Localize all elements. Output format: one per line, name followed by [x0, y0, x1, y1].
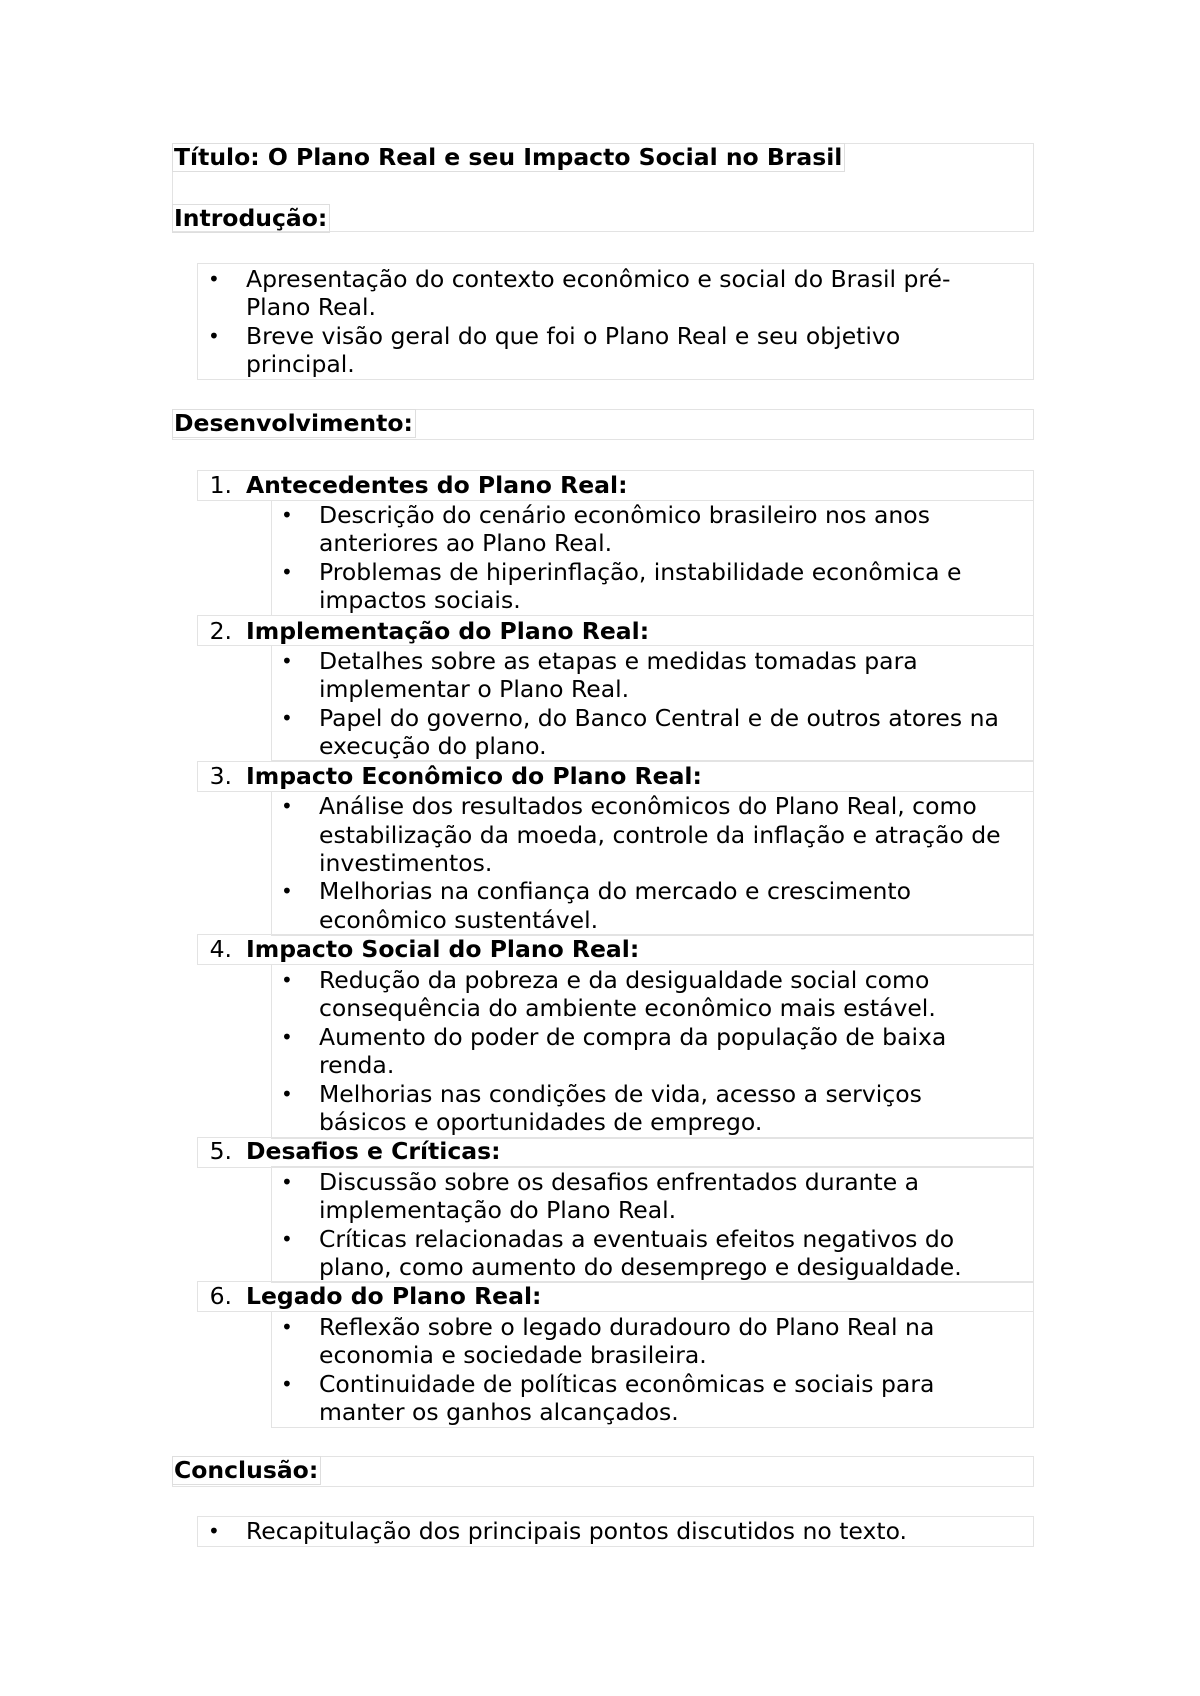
list-item-line: consequência do ambiente econômico mais estável. — [319, 994, 936, 1022]
section-number: 1. — [209, 471, 232, 499]
list-item-line: econômico sustentável. — [319, 906, 599, 934]
bullet-icon: • — [281, 649, 293, 673]
list-item-line: implementar o Plano Real. — [319, 675, 630, 703]
section-title: Impacto Econômico do Plano Real: — [246, 762, 702, 790]
section-title: Implementação do Plano Real: — [246, 617, 650, 645]
list-item-line: Melhorias na confiança do mercado e crescimento — [319, 877, 912, 905]
conclusion-heading: Conclusão: — [172, 1456, 321, 1485]
list-item-line: Recapitulação dos principais pontos discutidos no texto. — [246, 1517, 908, 1545]
bullet-icon: • — [281, 560, 293, 584]
list-item-line: Melhorias nas condições de vida, acesso a serviços — [319, 1080, 922, 1108]
list-item-line: Detalhes sobre as etapas e medidas tomadas para — [319, 647, 918, 675]
list-item-line: Papel do governo, do Banco Central e de outros atores na — [319, 704, 999, 732]
list-item-line: impactos sociais. — [319, 586, 521, 614]
list-item-line: implementação do Plano Real. — [319, 1196, 677, 1224]
list-item-line: Aumento do poder de compra da população de baixa — [319, 1023, 947, 1051]
list-item-line: anteriores ao Plano Real. — [319, 529, 613, 557]
list-item-line: Análise dos resultados econômicos do Plano Real, como — [319, 792, 977, 820]
bullet-icon: • — [281, 1025, 293, 1049]
list-item-line: Descrição do cenário econômico brasileiro nos anos — [319, 501, 930, 529]
section-title: Impacto Social do Plano Real: — [246, 935, 640, 963]
list-item-line: renda. — [319, 1051, 395, 1079]
bullet-icon: • — [208, 267, 220, 291]
list-item-line: economia e sociedade brasileira. — [319, 1341, 707, 1369]
bullet-icon: • — [281, 503, 293, 527]
section-title: Antecedentes do Plano Real: — [246, 471, 628, 499]
bullet-icon: • — [281, 1082, 293, 1106]
list-item-line: Discussão sobre os desafios enfrentados durante a — [319, 1168, 920, 1196]
list-item-line: Continuidade de políticas econômicas e sociais para — [319, 1370, 935, 1398]
bullet-icon: • — [281, 706, 293, 730]
section-number: 5. — [209, 1137, 232, 1165]
list-item-line: estabilização da moeda, controle da inflação e atração de — [319, 821, 1001, 849]
list-item-line: plano, como aumento do desemprego e desigualdade. — [319, 1253, 962, 1281]
list-item-line: execução do plano. — [319, 732, 547, 760]
bullet-icon: • — [281, 1170, 293, 1194]
section-title: Legado do Plano Real: — [246, 1282, 542, 1310]
list-item-line: Breve visão geral do que foi o Plano Real e seu objetivo — [246, 322, 901, 350]
list-item-line: investimentos. — [319, 849, 493, 877]
list-item-line: básicos e oportunidades de emprego. — [319, 1108, 763, 1136]
bullet-icon: • — [281, 1315, 293, 1339]
list-item-line: Apresentação do contexto econômico e social do Brasil pré- — [246, 265, 951, 293]
section-title: Desafios e Críticas: — [246, 1137, 501, 1165]
bullet-icon: • — [281, 794, 293, 818]
introduction-heading: Introdução: — [172, 204, 330, 233]
list-item-line: manter os ganhos alcançados. — [319, 1398, 679, 1426]
list-item-line: Reflexão sobre o legado duradouro do Plano Real na — [319, 1313, 935, 1341]
list-item-line: Críticas relacionadas a eventuais efeitos negativos do — [319, 1225, 955, 1253]
development-heading: Desenvolvimento: — [172, 409, 416, 438]
document-title: Título: O Plano Real e seu Impacto Social no Brasil — [172, 143, 845, 172]
list-item-line: Redução da pobreza e da desigualdade social como — [319, 966, 930, 994]
section-number: 3. — [209, 762, 232, 790]
bullet-icon: • — [281, 879, 293, 903]
list-item-line: principal. — [246, 350, 355, 378]
bullet-icon: • — [281, 1372, 293, 1396]
list-item-line: Plano Real. — [246, 293, 376, 321]
bullet-icon: • — [208, 1519, 220, 1543]
section-number: 6. — [209, 1282, 232, 1310]
section-number: 2. — [209, 617, 232, 645]
bullet-icon: • — [281, 1227, 293, 1251]
bullet-icon: • — [208, 324, 220, 348]
list-item-line: Problemas de hiperinflação, instabilidade econômica e — [319, 558, 962, 586]
section-number: 4. — [209, 935, 232, 963]
bullet-icon: • — [281, 968, 293, 992]
